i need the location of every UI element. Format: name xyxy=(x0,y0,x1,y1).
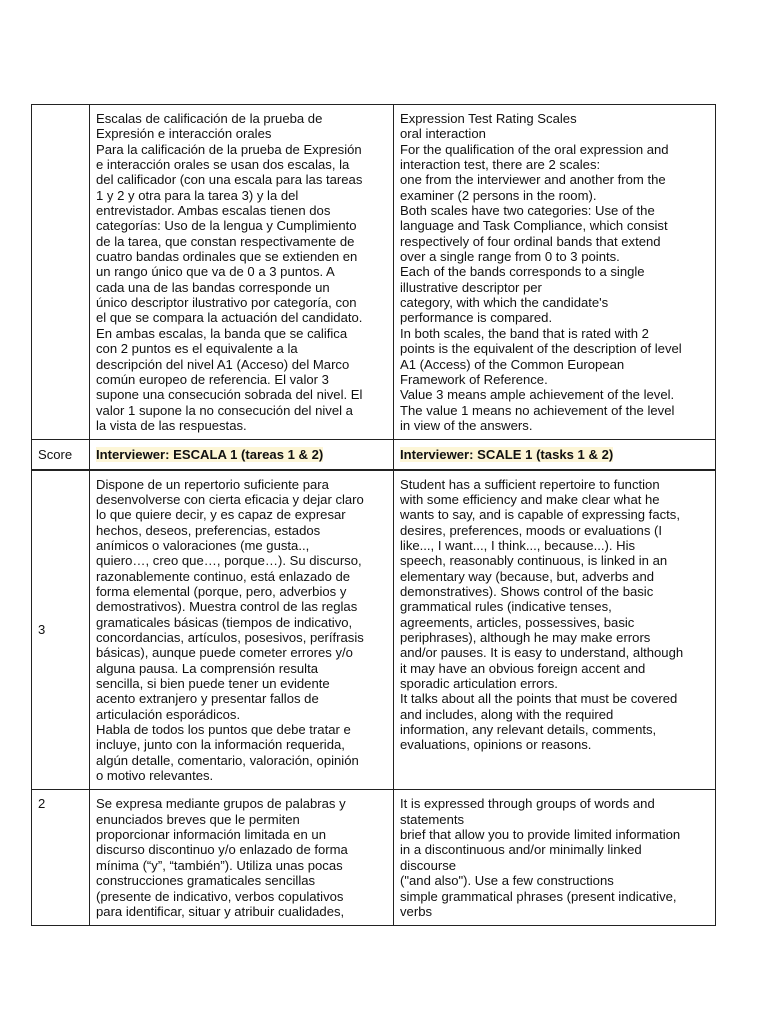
score-value: 2 xyxy=(32,790,90,926)
spanish-descriptor: Dispone de un repertorio suficiente para desenvolverse con cierta eficacia y dejar claro lo que quiere decir, y es capaz de expresar hechos, deseos, preferencias, estados anímicos o valoraciones (me gusta.., quiero…, creo que…, porque…). Su discurso, razonablemente continuo, está enlazado de forma elemental (porque, pero, adverbios y demostrativos). Muestra control de las reglas gramaticales básicas (tiempos de indicativo, concordancias, artículos, posesivos, perífrasis básicas), aunque puede cometer errores y/o alguna pausa. La comprensión resulta sencilla, si bien puede tener un evidente acento extranjero y presentar fallos de articulación esporádicos. Habla de todos los puntos que debe tratar e incluye, junto con la información requerida, algún detalle, comentario, valoración, opinión o motivo relevantes. xyxy=(96,476,364,784)
intro-english-cell xyxy=(394,105,716,440)
english-scale-header xyxy=(394,440,716,470)
rating-scale-table xyxy=(31,104,716,926)
intro-score-cell xyxy=(32,105,90,440)
intro-spanish-text: Escalas de calificación de la prueba de Expresión e interacción orales Para la calificación de la prueba de Expresión e interacción orales se usan dos escalas, la del calificador (con una escala para las tareas 1 y 2 y otra para la tarea 3) y la del entrevistador. Ambas escalas tienen dos categorías: Uso de la lengua y Cumplimiento de la tarea, que constan respectivamente de cuatro bandas ordinales que se extienden en un rango único que va de 0 a 3 puntos. A cada una de las bandas corresponde un único descriptor ilustrativo por categoría, con el que se compara la actuación del candidato. En ambas escalas, la banda que se califica con 2 puntos es el equivalente a la descripción del nivel A1 (Acceso) del Marco común europeo de referencia. El valor 3 supone una consecución sobrada del nivel. El valor 1 supone la no consecución del nivel a la vista de las respuestas. xyxy=(96,111,363,433)
score-row-3 xyxy=(32,470,716,790)
english-descriptor: Student has a sufficient repertoire to function with some efficiency and make clear what he wants to say, and is capable of expressing facts, desires, preferences, moods or evaluations (I like..., I want..., I think..., because...). His speech, reasonably continuous, is linked in an elementary way (because, but, adverbs and demonstratives). Shows control of the basic grammatical rules (indicative tenses, agreements, articles, possessives, basic periphrases), although he may make errors and/or pauses. It is easy to understand, although it may have an obvious foreign accent and sporadic articulation errors. It talks about all the points that must be covered and includes, along with the required information, any relevant details, comments, evaluations, opinions or reasons. xyxy=(400,476,684,753)
page-bottom-margin xyxy=(0,929,768,1024)
english-descriptor-cell xyxy=(394,470,716,790)
spanish-scale-label: Interviewer: ESCALA 1 (tareas 1 & 2) xyxy=(96,447,324,463)
score-row-2 xyxy=(32,790,716,926)
spanish-descriptor-cell xyxy=(90,470,394,790)
scale-header-row xyxy=(32,440,716,470)
english-scale-label: Interviewer: SCALE 1 (tasks 1 & 2) xyxy=(400,447,614,463)
english-descriptor-cell xyxy=(394,790,716,926)
spanish-descriptor: Se expresa mediante grupos de palabras y enunciados breves que le permiten proporcionar información limitada en un discurso discontinuo y/o enlazado de forma mínima (“y”, “también”). Utiliza unas pocas construcciones gramaticales sencillas (presente de indicativo, verbos copulativos para identificar, situar y atribuir cualidades, xyxy=(96,796,348,919)
intro-spanish-cell xyxy=(90,105,394,440)
score-header: Score xyxy=(32,440,90,470)
spanish-scale-header xyxy=(90,440,394,470)
intro-english-text: Expression Test Rating Scales oral interaction For the qualification of the oral expression and interaction test, there are 2 scales: one from the interviewer and another from the examiner (2 persons in the room). Both scales have two categories: Use of the language and Task Compliance, which consist respectively of four ordinal bands that extend over a single range from 0 to 3 points. Each of the bands corresponds to a single illustrative descriptor per category, with which the candidate's performance is compared. In both scales, the band that is rated with 2 points is the equivalent of the description of level A1 (Access) of the Common European Framework of Reference. Value 3 means ample achievement of the level. The value 1 means no achievement of the level in view of the answers. xyxy=(400,111,682,433)
score-value: 3 xyxy=(32,470,90,790)
spanish-descriptor-cell xyxy=(90,790,394,926)
intro-row xyxy=(32,105,716,440)
english-descriptor: It is expressed through groups of words and statements brief that allow you to provide limited information in a discontinuous and/or minimally linked discourse ("and also"). Use a few constructions simple grammatical phrases (present indicative, verbs xyxy=(400,796,681,919)
